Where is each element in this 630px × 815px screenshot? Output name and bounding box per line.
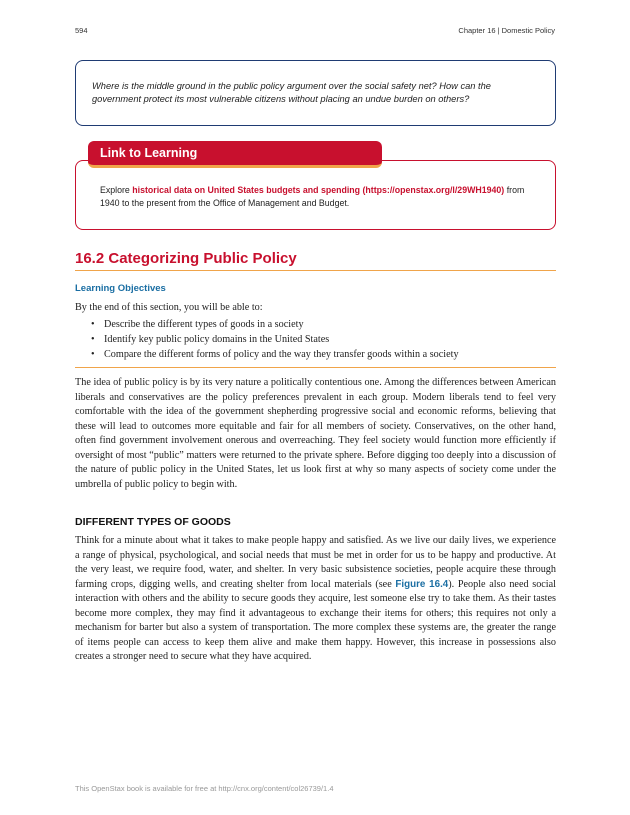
paragraph-text-2: ). People also need social interaction with others and the ability to secure goods they acquire, lest someone else try to take them. As their tastes become more complex, they may find it advantageous to exchange their items for others; this requires not only a mechanism for barter but also a system of transportation. The more complex these systems are, the greater the range of items people can access to keep them alive and make them happy. However, this increase in possessions also creates a stronger need to secure what they have acquired. bbox=[75, 578, 556, 663]
objectives-rule bbox=[75, 367, 556, 368]
list-item: • Compare the different forms of policy and the way they transfer goods within a society bbox=[91, 347, 459, 362]
figure-link[interactable]: Figure 16.4 bbox=[395, 578, 449, 590]
link-to-learning-box bbox=[75, 160, 556, 230]
section-title: 16.2 Categorizing Public Policy bbox=[75, 250, 297, 267]
question-box bbox=[75, 60, 556, 126]
paragraph-text-1: Think for a minute about what it takes to make people happy and satisfied. As we live our daily lives, we experience a range of physical, psychological, and social needs that must be met in order for us to be happy and productive. At the very least, we require food, water, and shelter. In very basic subsistence societies, people acquire these through farming crops, digging wells, and creating shelter from local materials (see bbox=[75, 535, 556, 590]
intro-paragraph: The idea of public policy is by its very nature a politically contentious one. Among the differences between American liberals and conservatives are the policy preferences prevalent in each group. Modern liberals tend to feel very comfortable with the idea of the government shepherding progressive social and economic reforms, believing that these will lead to outcomes more equitable and fair for all members of society. Conservatives, on the other hand, often find government involvement onerous and overreaching. They feel society would function more efficiently if oversight of most “public” matters were returned to the private sphere. Before digging too deeply into a discussion of the nature of public policy in the United States, let us look first at why so many aspects of society come under the umbrella of public policy to begin with. bbox=[75, 377, 556, 490]
ltl-text-before: Explore bbox=[100, 185, 133, 195]
footer-note: This OpenStax book is available for free at http://cnx.org/content/col26739/1.4 bbox=[75, 784, 334, 793]
budget-data-link[interactable]: historical data on United States budgets and spending (https://openstax.org/l/29WH1940) bbox=[132, 185, 505, 195]
link-to-learning-tab: Link to Learning bbox=[88, 141, 382, 168]
list-item: • Describe the different types of goods in a society bbox=[91, 317, 459, 332]
objectives-list bbox=[91, 317, 459, 362]
objectives-intro: By the end of this section, you will be able to: bbox=[75, 302, 263, 313]
list-item: • Identify key public policy domains in the United States bbox=[91, 332, 459, 347]
ltl-text-after: from 1940 to the present from the Office of Management and Budget. bbox=[100, 185, 525, 208]
subsection-heading: DIFFERENT TYPES OF GOODS bbox=[75, 516, 231, 528]
chapter-header: Chapter 16 | Domestic Policy bbox=[458, 26, 555, 35]
page-number: 594 bbox=[75, 26, 88, 35]
question-text: Where is the middle ground in the public policy argument over the social safety net? How can the government protect its most vulnerable citizens without placing an undue burden on others? bbox=[92, 81, 491, 104]
section-title-rule bbox=[75, 270, 556, 271]
goods-paragraph bbox=[75, 534, 556, 665]
objectives-heading: Learning Objectives bbox=[75, 283, 166, 294]
